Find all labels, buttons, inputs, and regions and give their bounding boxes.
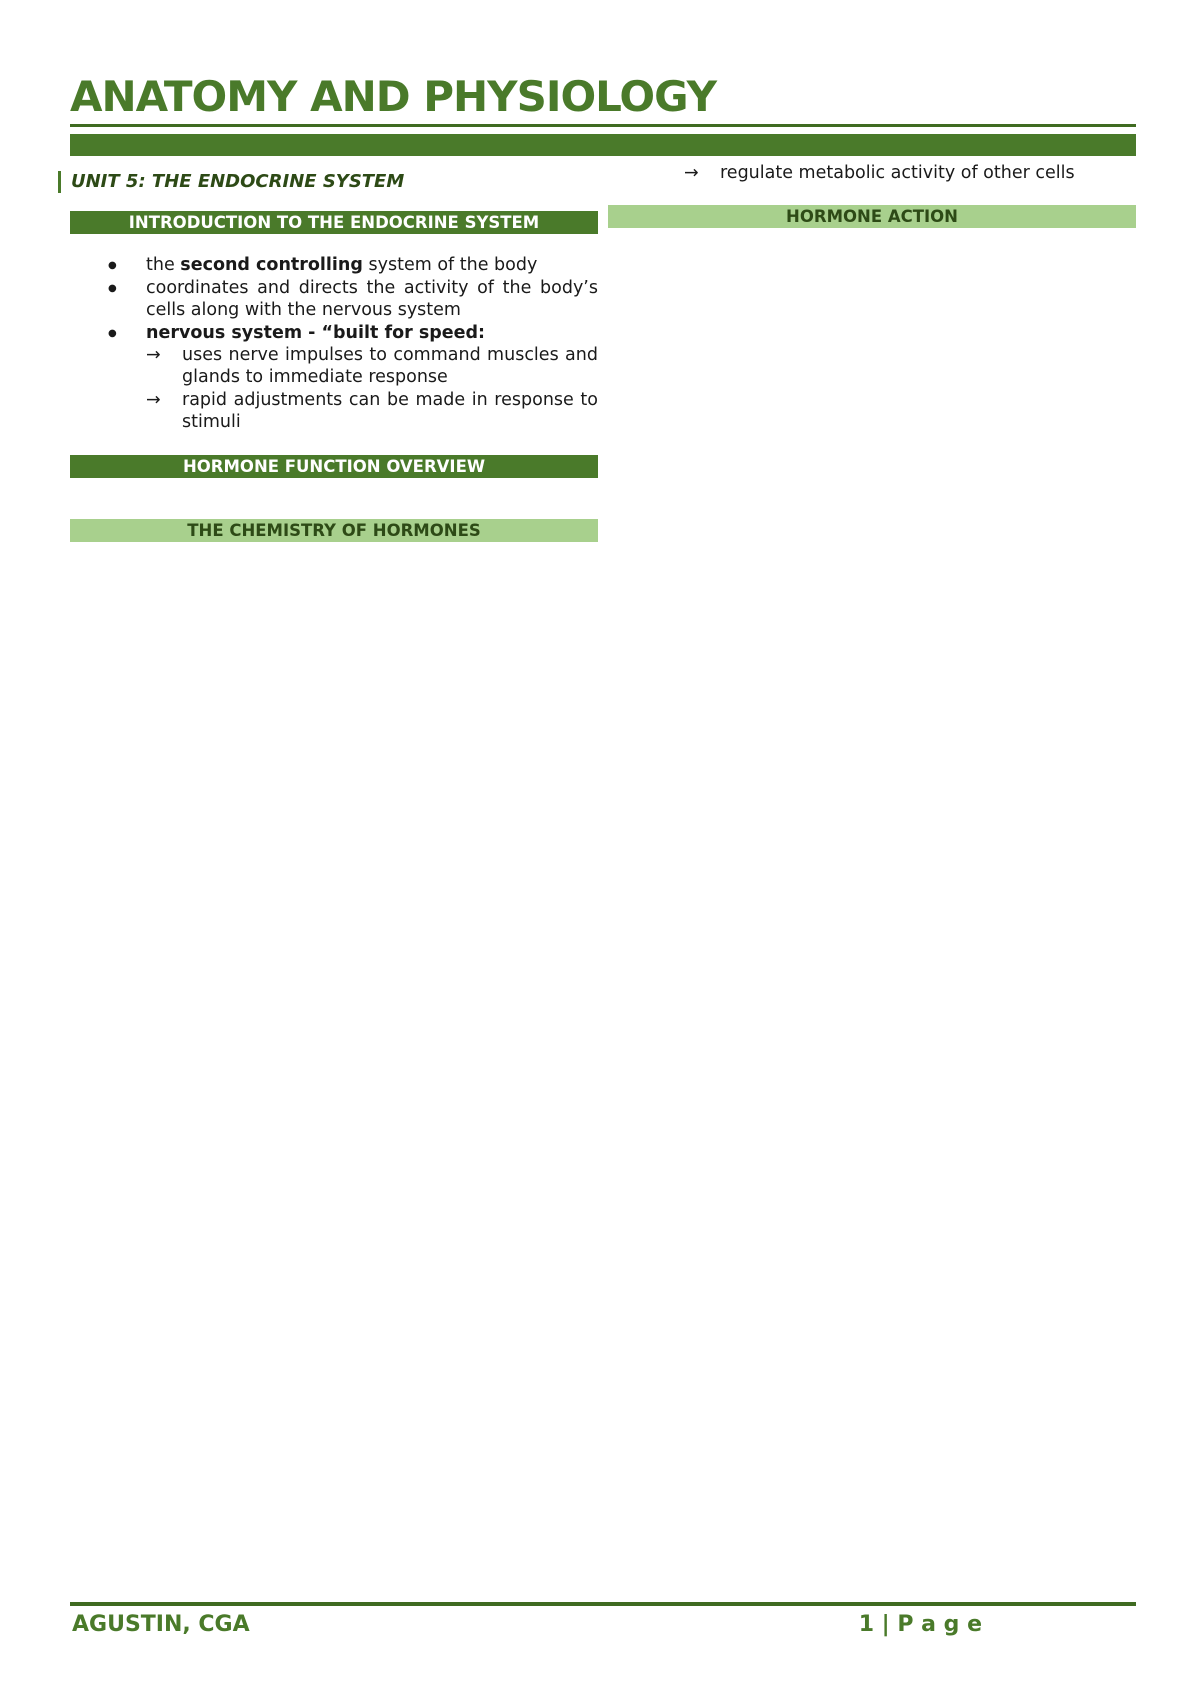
intro-list [70, 254, 598, 433]
list-item: → regulate metabolic activity of other cells [684, 162, 1136, 184]
sub-list [146, 344, 598, 434]
list-item-text: coordinates and directs the activity of the body’s cells along with the nervous system [146, 277, 598, 321]
footer-page-number: 1 | P a g e [858, 1612, 982, 1637]
list-item-text: nervous system - “built for speed: [146, 322, 486, 343]
section-heading-chemistry: THE CHEMISTRY OF HORMONES [70, 519, 598, 542]
footer-author: AGUSTIN, CGA [72, 1612, 250, 1637]
list-item [70, 322, 598, 434]
list-item-text: uses nerve impulses to command muscles and glands to immediate response [182, 345, 598, 388]
left-column [70, 162, 598, 562]
title-underline [70, 124, 1136, 127]
list-item-text: rapid adjustments can be made in response to stimuli [182, 389, 598, 433]
page-title: ANATOMY AND PHYSIOLOGY [70, 72, 717, 121]
header-band [70, 134, 1136, 156]
unit-heading: UNIT 5: THE ENDOCRINE SYSTEM [58, 171, 598, 193]
list-item [146, 344, 598, 389]
section-heading-action: HORMONE ACTION [608, 205, 1136, 228]
right-column [608, 162, 1136, 248]
section-heading-intro: INTRODUCTION TO THE ENDOCRINE SYSTEM [70, 211, 598, 234]
list-item [70, 254, 598, 276]
section-heading-overview: HORMONE FUNCTION OVERVIEW [70, 455, 598, 478]
chemistry-continuation [684, 162, 1136, 184]
list-item [70, 277, 598, 322]
footer-rule [70, 1602, 1136, 1606]
list-item [146, 389, 598, 434]
list-item-text: the second controlling system of the body [146, 255, 538, 276]
